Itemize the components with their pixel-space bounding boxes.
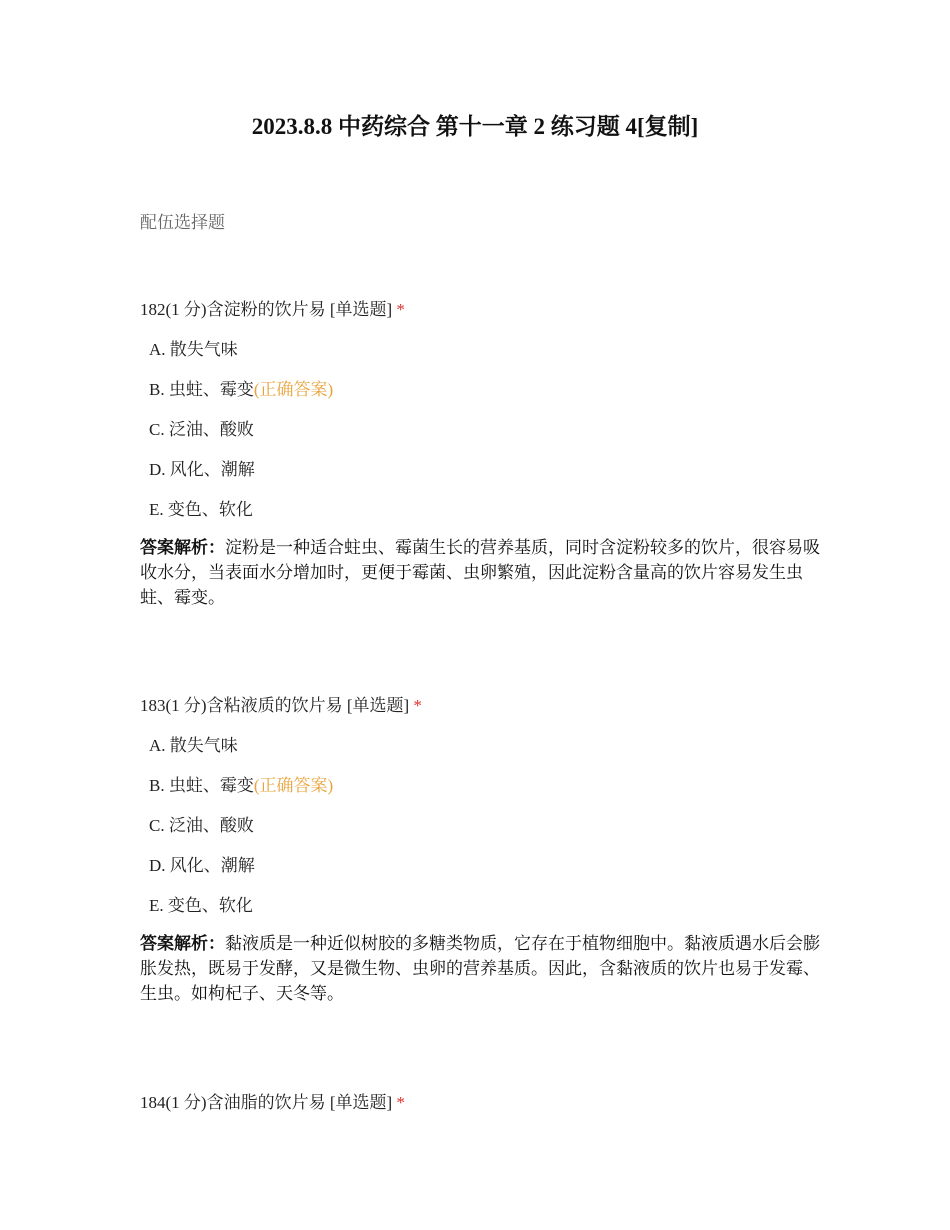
- option-text: E. 变色、软化: [149, 500, 253, 519]
- question-stem: [140, 1091, 820, 1115]
- option-text: B. 虫蛀、霉变: [149, 380, 254, 399]
- question-stem-text: 183(1 分)含粘液质的饮片易 [单选题]: [140, 696, 414, 715]
- analysis-label: 答案解析：: [140, 538, 225, 558]
- option-text: A. 散失气味: [149, 736, 238, 755]
- option-d[interactable]: [140, 854, 820, 878]
- option-c[interactable]: [140, 814, 820, 838]
- option-e[interactable]: [140, 498, 820, 522]
- option-text: C. 泛油、酸败: [149, 420, 254, 439]
- option-text: D. 风化、潮解: [149, 460, 255, 479]
- option-b[interactable]: [140, 774, 820, 798]
- option-text: E. 变色、软化: [149, 896, 253, 915]
- option-d[interactable]: [140, 458, 820, 482]
- answer-analysis: [140, 932, 820, 1007]
- required-mark: *: [413, 696, 422, 715]
- analysis-label: 答案解析：: [140, 934, 225, 954]
- question-stem: [140, 694, 820, 718]
- analysis-text: 黏液质是一种近似树胶的多糖类物质，它存在于植物细胞中。黏液质遇水后会膨胀发热，既易于发酵，又是微生物、虫卵的营养基质。因此，含黏液质的饮片也易于发霉、生虫。如枸杞子、天冬等。: [140, 934, 820, 1004]
- option-c[interactable]: [140, 418, 820, 442]
- option-a[interactable]: [140, 734, 820, 758]
- question-183: [140, 694, 820, 1007]
- required-mark: *: [396, 1093, 405, 1112]
- option-text: C. 泛油、酸败: [149, 816, 254, 835]
- option-text: A. 散失气味: [149, 340, 238, 359]
- correct-answer-tag: (正确答案): [253, 776, 334, 795]
- analysis-text: 淀粉是一种适合蛀虫、霉菌生长的营养基质，同时含淀粉较多的饮片，很容易吸收水分，当表面水分增加时，更便于霉菌、虫卵繁殖，因此淀粉含量高的饮片容易发生虫蛀、霉变。: [140, 538, 820, 608]
- section-heading: 配伍选择题: [140, 213, 225, 233]
- option-list: [140, 734, 820, 918]
- option-a[interactable]: [140, 338, 820, 362]
- required-mark: *: [396, 300, 405, 319]
- option-list: [140, 338, 820, 522]
- correct-answer-tag: (正确答案): [253, 380, 334, 399]
- option-text: D. 风化、潮解: [149, 856, 255, 875]
- option-text: B. 虫蛀、霉变: [149, 776, 254, 795]
- page-title: 2023.8.8 中药综合 第十一章 2 练习题 4[复制]: [251, 114, 699, 139]
- question-stem-text: 184(1 分)含油脂的饮片易 [单选题]: [140, 1093, 397, 1112]
- question-stem-text: 182(1 分)含淀粉的饮片易 [单选题]: [140, 300, 397, 319]
- question-182: [140, 298, 820, 611]
- option-e[interactable]: [140, 894, 820, 918]
- option-b[interactable]: [140, 378, 820, 402]
- question-184: [140, 1091, 820, 1115]
- answer-analysis: [140, 536, 820, 611]
- question-stem: [140, 298, 820, 322]
